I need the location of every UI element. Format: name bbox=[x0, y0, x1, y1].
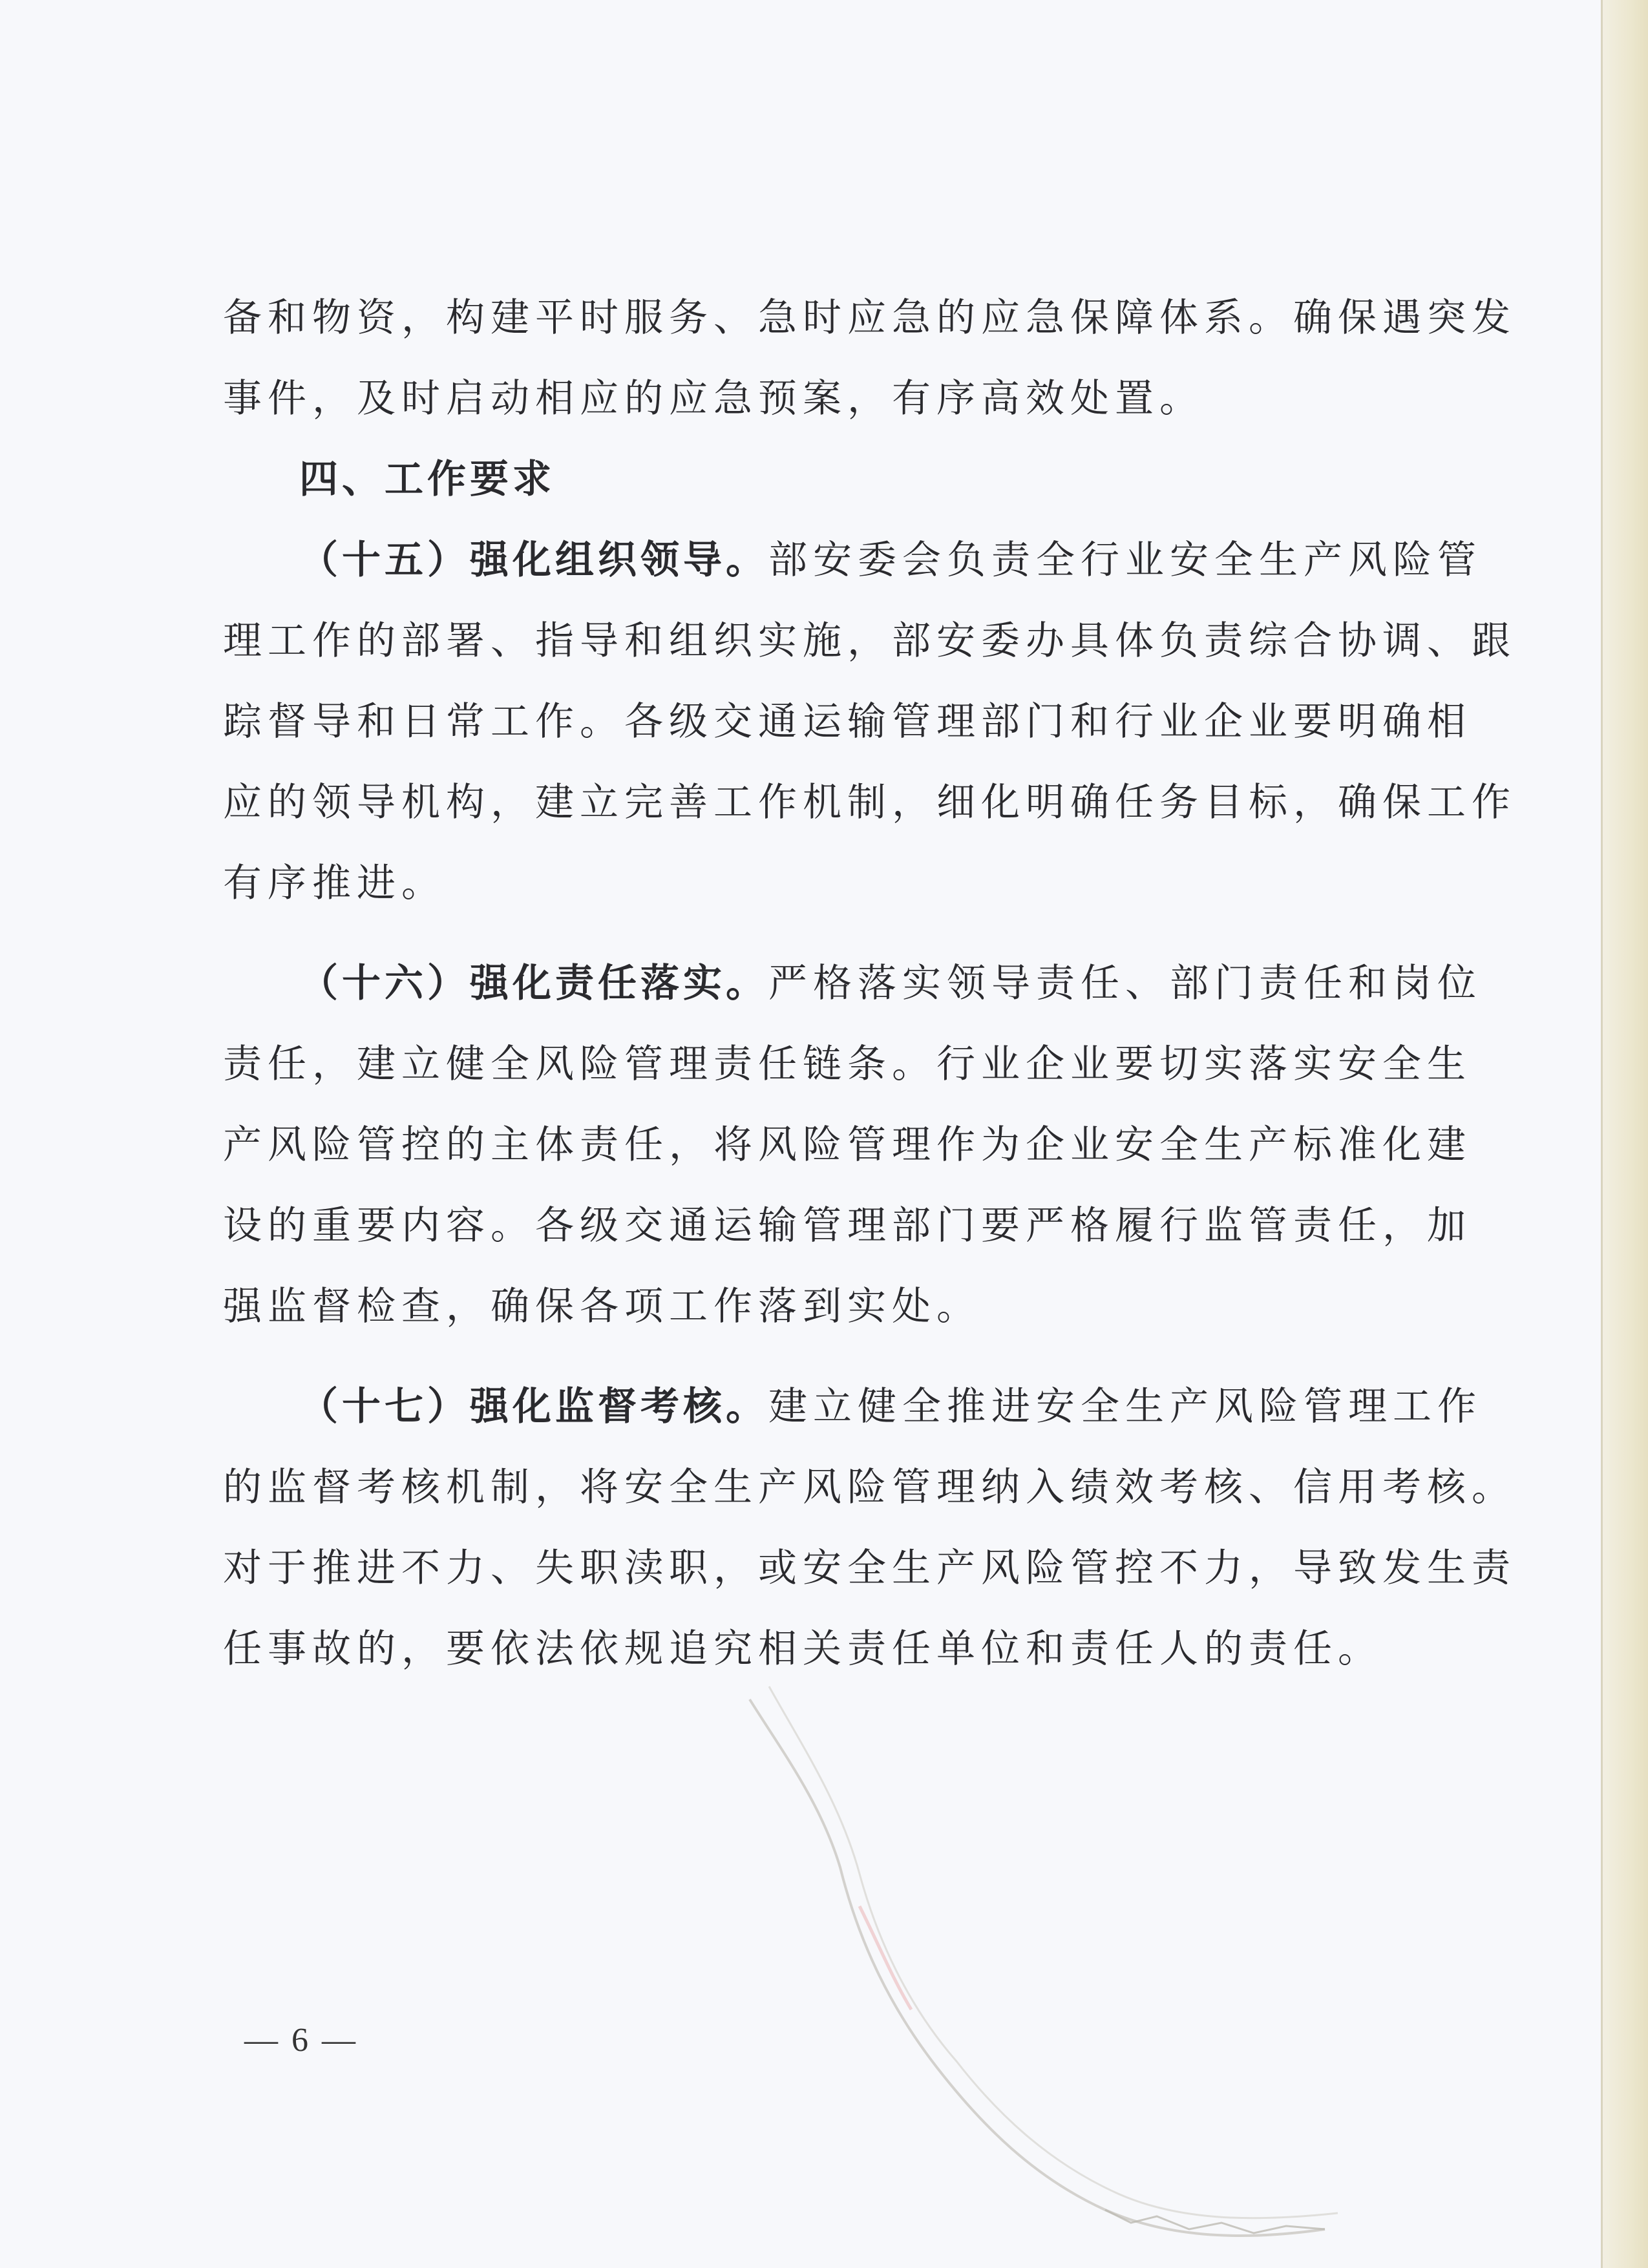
text-line: 备和物资，构建平时服务、急时应急的应急保障体系。确保遇突发 bbox=[223, 295, 1516, 341]
paper-shadow bbox=[1603, 0, 1648, 2268]
text-line-content: 严格落实领导责任、部门责任和岗位 bbox=[768, 961, 1482, 1006]
text-line: 应的领导机构，建立完善工作机制，细化明确任务目标，确保工作 bbox=[223, 780, 1516, 825]
text-line: 强监督检查，确保各项工作落到实处。 bbox=[223, 1284, 981, 1329]
page-number: — 6 — bbox=[244, 2022, 358, 2059]
text-line-content: 部安委会负责全行业安全生产风险管 bbox=[768, 538, 1482, 583]
text-line: 责任，建立健全风险管理责任链条。行业企业要切实落实安全生 bbox=[223, 1042, 1472, 1087]
paragraph-15 bbox=[223, 520, 1516, 924]
paragraph-16 bbox=[223, 943, 1482, 1347]
text-line-content: 建立健全推进安全生产风险管理工作 bbox=[768, 1384, 1482, 1429]
paragraph-lead: （十六）强化责任落实。 bbox=[299, 961, 768, 1006]
torn-paper-mark bbox=[743, 1674, 1364, 2268]
paragraph-continuation bbox=[223, 278, 1516, 439]
text-line: 理工作的部署、指导和组织实施，部安委办具体负责综合协调、跟 bbox=[223, 618, 1516, 664]
paragraph-lead: （十七）强化监督考核。 bbox=[299, 1384, 768, 1429]
paragraph-gap bbox=[223, 924, 1406, 943]
text-line: 产风险管控的主体责任，将风险管理作为企业安全生产标准化建 bbox=[223, 1122, 1472, 1168]
text-line: 任事故的，要依法依规追究相关责任单位和责任人的责任。 bbox=[223, 1626, 1382, 1672]
section-heading: 四、工作要求 bbox=[299, 457, 555, 502]
text-line bbox=[223, 520, 1482, 601]
paragraph-gap bbox=[223, 1347, 1406, 1367]
text-line: 事件，及时启动相应的应急预案，有序高效处置。 bbox=[223, 376, 1204, 421]
text-line: 踪督导和日常工作。各级交通运输管理部门和行业企业要明确相 bbox=[223, 699, 1472, 744]
text-line bbox=[223, 943, 1482, 1024]
text-line: 设的重要内容。各级交通运输管理部门要严格履行监管责任，加 bbox=[223, 1203, 1472, 1248]
text-line: 有序推进。 bbox=[223, 861, 446, 906]
text-line: 对于推进不力、失职渎职，或安全生产风险管控不力，导致发生责 bbox=[223, 1546, 1516, 1591]
document-body bbox=[223, 278, 1516, 1690]
paragraph-17 bbox=[223, 1367, 1516, 1690]
paragraph-lead: （十五）强化组织领导。 bbox=[299, 538, 768, 583]
text-line: 的监督考核机制，将安全生产风险管理纳入绩效考核、信用考核。 bbox=[223, 1465, 1516, 1510]
text-line bbox=[223, 1367, 1482, 1447]
